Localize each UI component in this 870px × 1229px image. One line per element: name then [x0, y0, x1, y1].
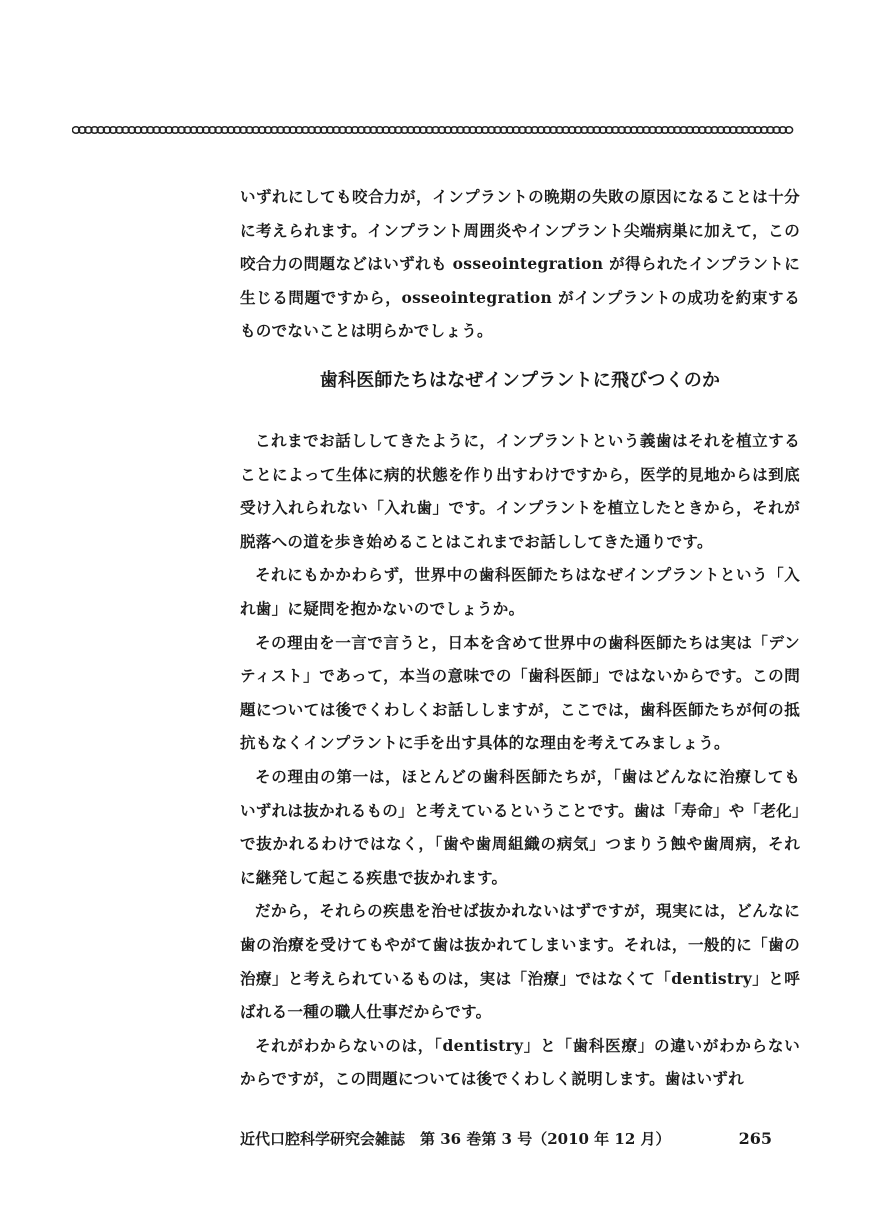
page-number: 265 — [738, 1129, 772, 1148]
body-section — [240, 424, 800, 1096]
intro-section — [240, 180, 800, 348]
body-paragraph-1: これまでお話ししてきたように，インプラントという義歯はそれを植立することによって生体に病的状態を作り出すわけですから，医学的見地からは到底受け入れられない「入れ歯」です。インプラントを植立したときから，それが脱落への道を歩き始めることはこれまでお話ししてきた通りです。 — [240, 431, 800, 551]
body-paragraph-3: その理由を一言で言うと，日本を含めて世界中の歯科医師たちは実は「デンティスト」であって，本当の意味での「歯科医師」ではないからです。この問題については後でくわしくお話ししますが，ここでは，歯科医師たちが何の抵抗もなくインプラントに手を出す具体的な理由を考えてみましょう。 — [240, 632, 800, 753]
chain-border-graphic — [72, 124, 796, 136]
body-paragraph-5: だから，それらの疾患を治せば抜かれないはずですが，現実には，どんなに歯の治療を受けてもやがて歯は抜かれてしまいます。それは，一般的に「歯の治療」と考えられているものは，実は「治療」ではなくて「dentistry」と呼ばれる一種の職人仕事だからです。 — [240, 901, 800, 1022]
decorative-chain-rule — [72, 124, 796, 136]
body-paragraph-6: それがわからないのは，「dentistry」と「歯科医療」の違いがわからないからですが，この問題については後でくわしく説明します。歯はいずれ — [240, 1035, 800, 1089]
body-paragraph-4: その理由の第一は，ほとんどの歯科医師たちが，「歯はどんなに治療してもいずれは抜かれるもの」と考えているということです。歯は「寿命」や「老化」で抜かれるわけではなく，「歯や歯周組織の病気」つまりう蝕や歯周病，それに継発して起こる疾患で抜かれます。 — [240, 766, 800, 887]
section-heading: 歯科医師たちはなぜインプラントに飛びつくのか — [319, 370, 721, 391]
intro-paragraph: いずれにしても咬合力が，インプラントの晩期の失敗の原因になることは十分に考えられます。インプラント周囲炎やインプラント尖端病巣に加えて，この咬合力の問題などはいずれも osseointegration が得られたインプラントに生じる問題ですから，osseointegration がインプラントの成功を約束するものでないことは明らかでしょう。 — [240, 187, 800, 341]
body-paragraph-2: それにもかかわらず，世界中の歯科医師たちはなぜインプラントという「入れ歯」に疑問を抱かないのでしょうか。 — [240, 565, 800, 618]
journal-citation: 近代口腔科学研究会雑誌 第 36 巻第 3 号（2010 年 12 月） — [240, 1130, 671, 1148]
